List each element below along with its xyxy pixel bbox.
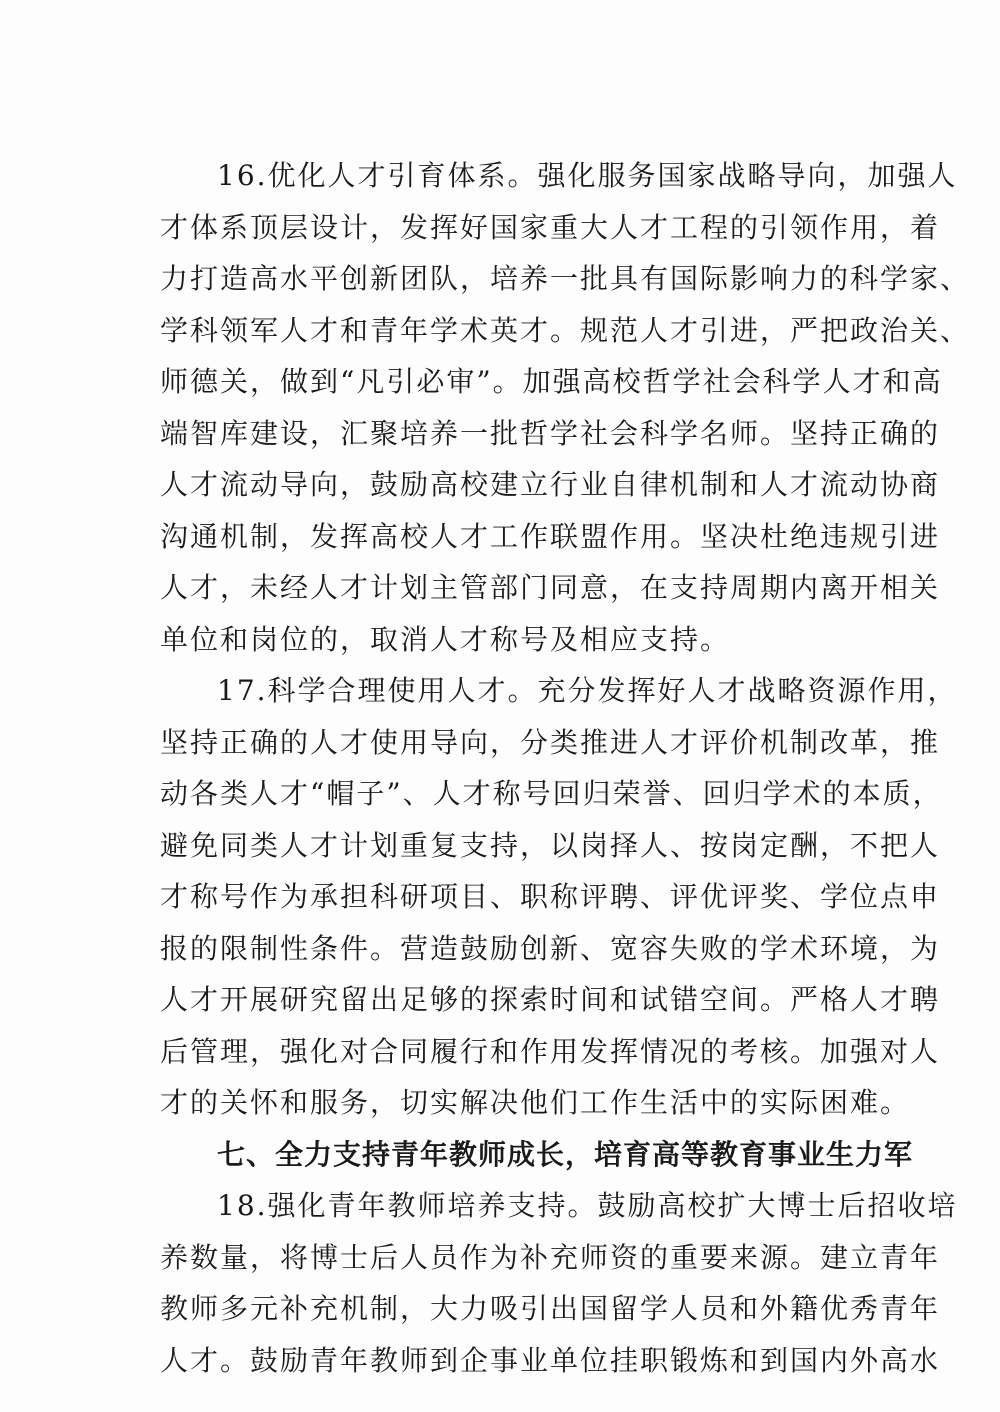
paragraph-17-line: 报的限制性条件。营造鼓励创新、宽容失败的学术环境，为 — [160, 931, 941, 965]
paragraph-16-line: 学科领军人才和青年学术英才。规范人才引进，严把政治关、 — [160, 313, 971, 347]
paragraph-17-line: 坚持正确的人才使用导向，分类推进人才评价机制改革，推 — [160, 725, 941, 759]
paragraph-17-line: 才称号作为承担科研项目、职称评聘、评优评奖、学位点申 — [160, 880, 941, 913]
paragraph-16-line: 16.优化人才引育体系。强化服务国家战略导向，加强人 — [217, 159, 958, 192]
paragraph-17-line: 动各类人才“帽子”、人才称号回归荣誉、回归学术的本质， — [160, 777, 943, 810]
body-text — [160, 150, 971, 1386]
paragraph-16-line: 端智库建设，汇聚培养一批哲学社会科学名师。坚持正确的 — [160, 416, 941, 450]
paragraph-18-line: 18.强化青年教师培养支持。鼓励高校扩大博士后招收培 — [217, 1189, 958, 1222]
paragraph-18-line: 教师多元补充机制，大力吸引出国留学人员和外籍优秀青年 — [160, 1292, 941, 1325]
paragraph-16-line: 力打造高水平创新团队，培养一批具有国际影响力的科学家、 — [160, 262, 971, 295]
paragraph-16-line: 人才，未经人才计划主管部门同意，在支持周期内离开相关 — [160, 571, 941, 604]
paragraph-16-line: 才体系顶层设计，发挥好国家重大人才工程的引领作用，着 — [160, 210, 941, 244]
paragraph-18-line: 人才。鼓励青年教师到企事业单位挂职锻炼和到国内外高水 — [160, 1343, 941, 1377]
paragraph-18-line: 养数量，将博士后人员作为补充师资的重要来源。建立青年 — [160, 1240, 941, 1274]
paragraph-16-line: 人才流动导向，鼓励高校建立行业自律机制和人才流动协商 — [160, 468, 941, 501]
paragraph-16-line: 师德关，做到“凡引必审”。加强高校哲学社会科学人才和高 — [160, 365, 943, 398]
paragraph-17-line: 人才开展研究留出足够的探索时间和试错空间。严格人才聘 — [160, 983, 941, 1016]
paragraph-17-line: 后管理，强化对合同履行和作用发挥情况的考核。加强对人 — [160, 1034, 941, 1068]
paragraph-17-line: 才的关怀和服务，切实解决他们工作生活中的实际困难。 — [160, 1086, 911, 1119]
paragraph-17-line: 避免同类人才计划重复支持，以岗择人、按岗定酬，不把人 — [160, 828, 941, 862]
paragraph-16-line: 沟通机制，发挥高校人才工作联盟作用。坚决杜绝违规引进 — [160, 519, 941, 553]
section-heading-7: 七、全力支持青年教师成长，培育高等教育事业生力军 — [217, 1137, 914, 1171]
paragraph-17-line: 17.科学合理使用人才。充分发挥好人才战略资源作用， — [217, 674, 958, 707]
paragraph-16-line: 单位和岗位的，取消人才称号及相应支持。 — [160, 622, 731, 656]
